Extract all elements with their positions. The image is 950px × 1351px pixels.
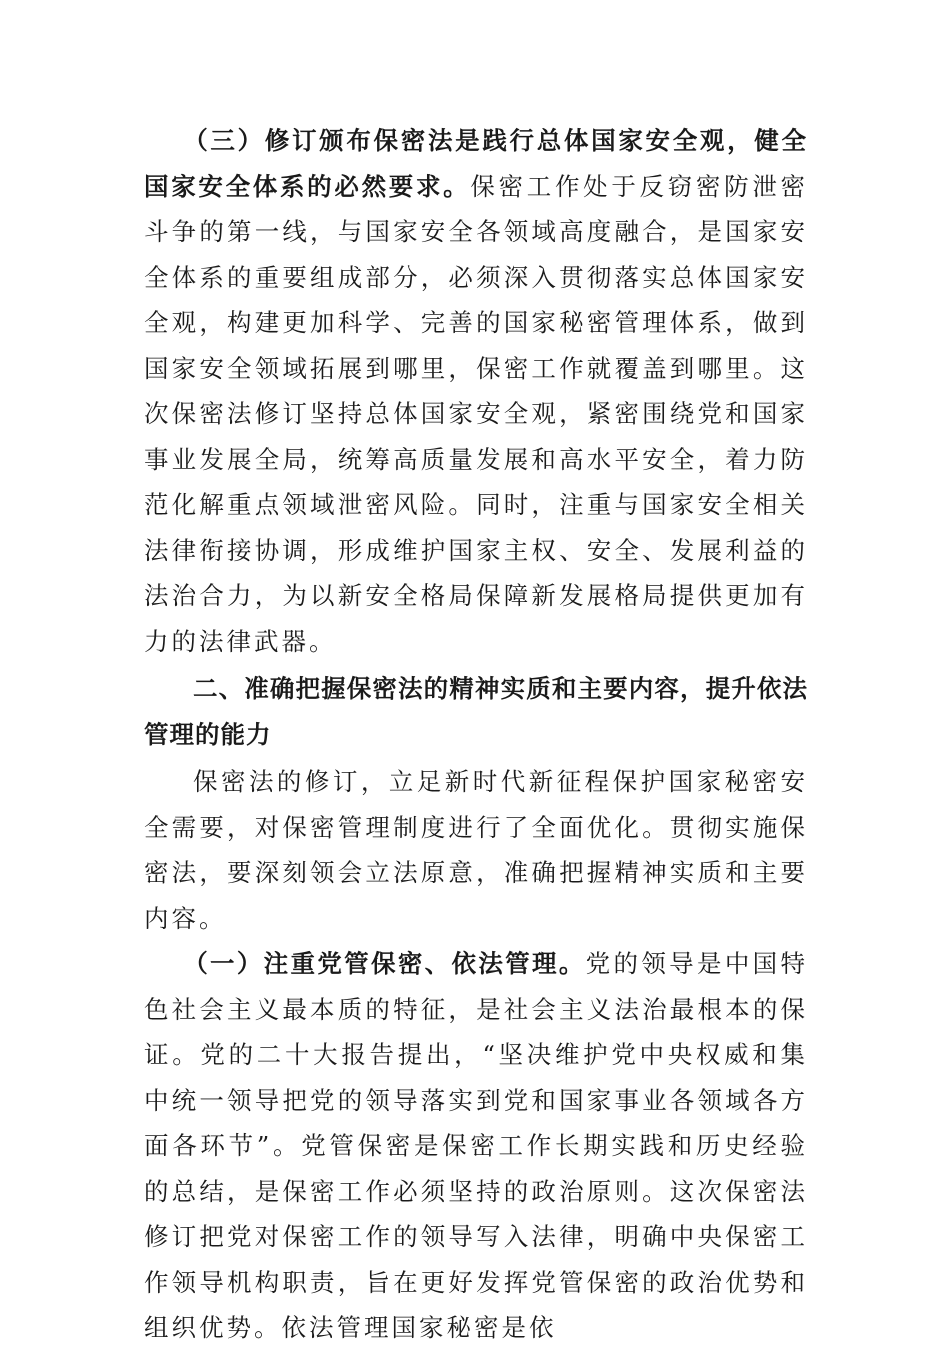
section-one-lead: （一）注重党管保密、依法管理。 (183, 949, 586, 978)
section-three-lead: （三）修订颁布保密法是践行总体国家安全观，健全国家安全体系的必然要求。 (144, 126, 808, 201)
section-one-body: 党的领导是中国特色社会主义最本质的特征，是社会主义法治最根本的保证。党的二十大报告提出，“坚决维护党中央权威和集中统一领导把党的领导落实到党和国家事业各领域各方面各环节”。党管保密是保密工作长期实践和历史经验的总结，是保密工作必须坚持的政治原则。这次保密法修订把党对保密工作的领导写入法律，明确中央保密工作领导机构职责，旨在更好发挥党管保密的政治优势和组织优势。依法管理国家秘密是依 (144, 949, 808, 1342)
section-three-body: 保密工作处于反窃密防泄密斗争的第一线，与国家安全各领域高度融合，是国家安全体系的重要组成部分，必须深入贯彻落实总体国家安全观，构建更加科学、完善的国家秘密管理体系，做到国家安全领域拓展到哪里，保密工作就覆盖到哪里。这次保密法修订坚持总体国家安全观，紧密围绕党和国家事业发展全局，统筹高质量发展和高水平安全，着力防范化解重点领域泄密风险。同时，注重与国家安全相关法律衔接协调，形成维护国家主权、安全、发展利益的法治合力，为以新安全格局保障新发展格局提供更加有力的法律武器。 (144, 171, 809, 656)
document-page (144, 118, 808, 1351)
paragraph-section-one (144, 941, 808, 1351)
paragraph-section-three (144, 118, 808, 664)
heading-section-two: 二、准确把握保密法的精神实质和主要内容，提升依法管理的能力 (144, 674, 808, 749)
paragraph-intro: 保密法的修订，立足新时代新征程保护国家秘密安全需要，对保密管理制度进行了全面优化。贯彻实施保密法，要深刻领会立法原意，准确把握精神实质和主要内容。 (144, 767, 808, 933)
